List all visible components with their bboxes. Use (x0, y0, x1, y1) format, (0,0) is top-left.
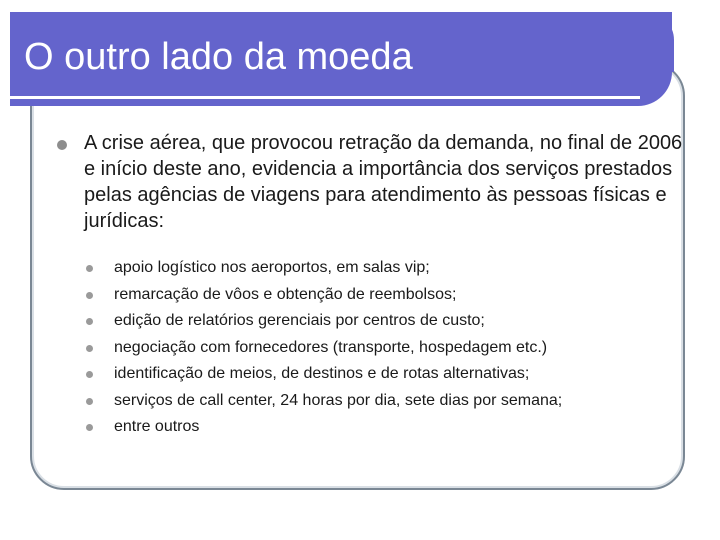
sub-bullet-text: apoio logístico nos aeroportos, em salas vip; (114, 259, 430, 276)
main-bullet-text: A crise aérea, que provocou retração da demanda, no final de 2006 e início deste ano, evidencia a importância dos serviços prestados pelas agências de viagens para atendimento às pessoas físicas e jurídicas: (84, 132, 683, 232)
sub-bullet-list (86, 255, 686, 441)
sub-bullet-item (86, 361, 686, 388)
sub-bullet-text: edição de relatórios gerenciais por centros de custo; (114, 312, 485, 329)
bullet-icon (86, 292, 93, 299)
slide-title: O outro lado da moeda (24, 36, 413, 78)
sub-bullet-text: serviços de call center, 24 horas por dia, sete dias por semana; (114, 391, 563, 409)
main-bullet-icon (57, 140, 67, 150)
sub-bullet-text: identificação de meios, de destinos e de rotas alternativas; (114, 365, 530, 382)
title-underline (10, 96, 640, 99)
sub-bullet-item (86, 255, 686, 282)
bullet-icon (86, 265, 93, 272)
sub-bullet-item (86, 308, 686, 335)
sub-bullet-item (86, 414, 686, 441)
bullet-icon (86, 318, 93, 325)
sub-bullet-item (86, 388, 686, 415)
bullet-icon (86, 398, 93, 405)
bullet-icon (86, 371, 93, 378)
sub-bullet-text: entre outros (114, 418, 200, 435)
sub-bullet-text: remarcação de vôos e obtenção de reembolsos; (114, 285, 457, 303)
sub-bullet-item (86, 335, 686, 362)
bullet-icon (86, 345, 93, 352)
sub-bullet-item (86, 282, 686, 309)
sub-bullet-text: negociação com fornecedores (transporte, hospedagem etc.) (114, 338, 548, 356)
bullet-icon (86, 424, 93, 431)
